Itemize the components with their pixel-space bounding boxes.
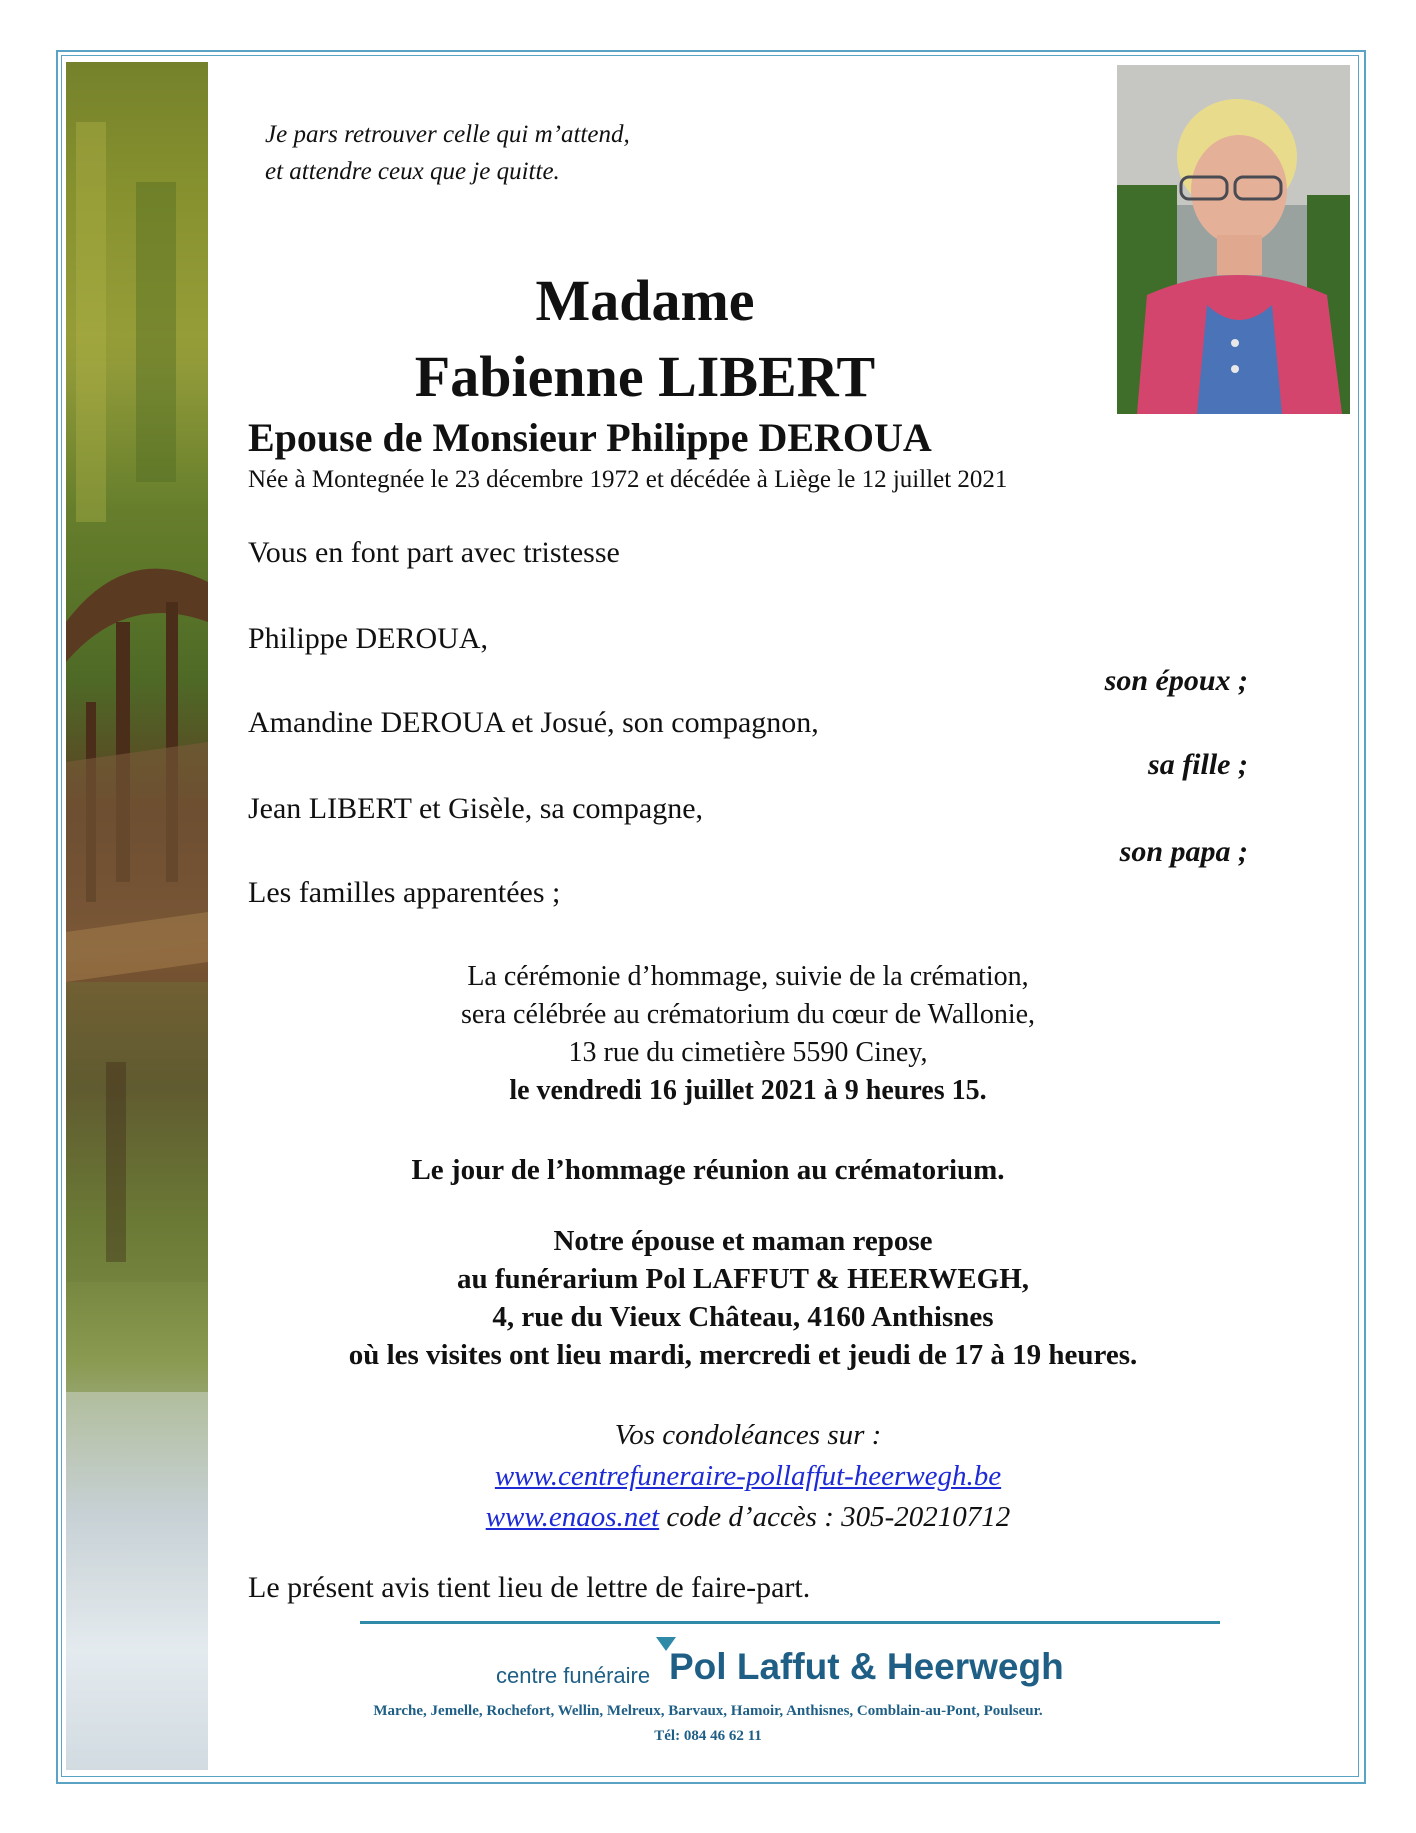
epitaph-quote [265,116,630,190]
notice-text: Le présent avis tient lieu de lettre de faire-part. [248,1571,811,1604]
announcement-text: Vous en font part avec tristesse [248,536,620,569]
ceremony-datetime: le vendredi 16 juillet 2021 à 9 heures 15. [509,1075,987,1106]
birth-death-line: Née à Montegnée le 23 décembre 1972 et décédée à Liège le 12 juillet 2021 [248,466,1008,493]
footer-label: centre funéraire [496,1663,651,1688]
spouse-line: Epouse de Monsieur Philippe DEROUA [248,415,932,460]
condolences-label: Vos condoléances sur : [614,1419,882,1451]
family-member-name: Les familles apparentées ; [248,876,561,909]
access-code: code d’accès : 305-20210712 [659,1501,1011,1533]
repose-line-4: où les visites ont lieu mardi, mercredi et jeudi de 17 à 19 heures. [348,1339,1138,1371]
footer-locations: Marche, Jemelle, Rochefort, Wellin, Melreux, Barvaux, Hamoir, Anthisnes, Comblain-au-Pont, Poulseur. [373,1703,1043,1719]
footer-brand-logo: Pol Laffut & Heerwegh [669,1646,1064,1687]
ceremony-line-2: sera célébrée au crématorium du cœur de Wallonie, [460,999,1036,1030]
family-member-relation: sa fille ; [1148,748,1248,781]
family-member-name: Philippe DEROUA, [248,622,488,655]
ceremony-line-3: 13 rue du cimetière 5590 Ciney, [568,1037,928,1068]
reunion-notice: Le jour de l’hommage réunion au crématorium. [411,1154,1005,1186]
deceased-name: Fabienne LIBERT [414,344,876,409]
ceremony-line-1: La cérémonie d’hommage, suivie de la crémation, [467,961,1029,992]
repose-block [0,1222,1416,1374]
quote-line-2: et attendre ceux que je quitte. [265,158,560,185]
funeral-center-link[interactable]: www.centrefuneraire-pollaffut-heerwegh.be [494,1460,1002,1492]
honorific-title: Madame [535,268,755,333]
family-member-name: Amandine DEROUA et Josué, son compagnon, [248,706,819,739]
family-member-relation: son papa ; [1119,835,1248,868]
repose-line-3: 4, rue du Vieux Château, 4160 Anthisnes [492,1301,994,1333]
footer-divider [360,1621,1220,1624]
condolences-block [0,1415,1416,1538]
family-member-name: Jean LIBERT et Gisèle, sa compagne, [248,792,704,825]
ceremony-block [0,958,1416,1110]
repose-line-2: au funérarium Pol LAFFUT & HEERWEGH, [456,1263,1030,1295]
quote-line-1: Je pars retrouver celle qui m’attend, [265,121,630,148]
footer-phone: Tél: 084 46 62 11 [654,1728,762,1744]
repose-line-1: Notre épouse et maman repose [553,1225,933,1257]
enaos-link[interactable]: www.enaos.net [485,1501,660,1533]
family-member-relation: son époux ; [1104,664,1248,697]
